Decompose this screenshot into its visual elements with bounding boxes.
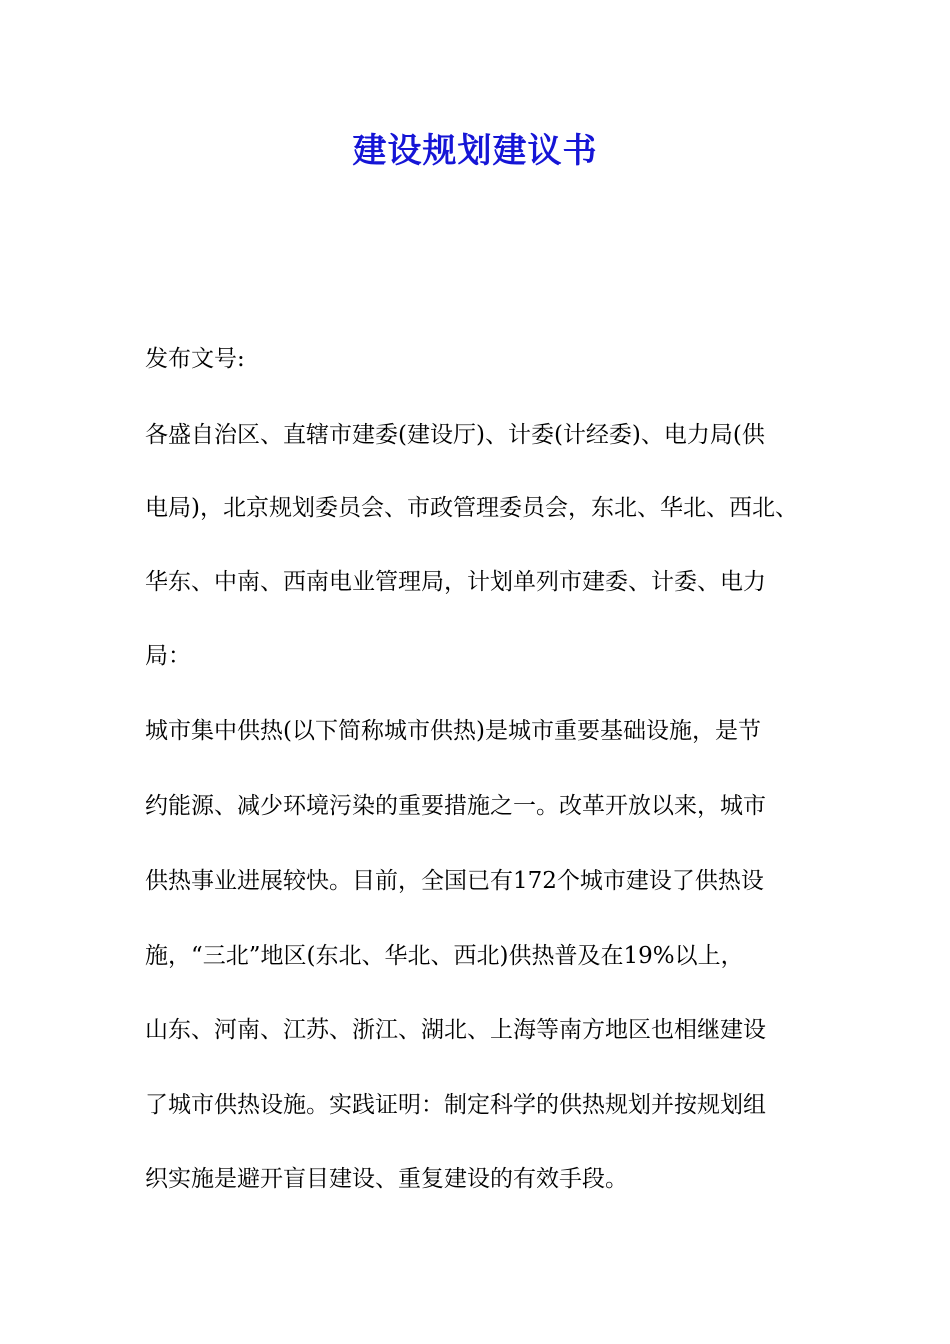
paragraph-line: 电局)，北京规划委员会、市政管理委员会，东北、华北、西北、 [145,495,798,521]
paragraph-line: 织实施是避开盲目建设、重复建设的有效手段。 [145,1166,628,1192]
paragraph-line: 各盛自治区、直辖市建委(建设厅)、计委(计经委)、电力局(供 [145,422,765,448]
paragraph-line: 了城市供热设施。实践证明：制定科学的供热规划并按规划组 [145,1092,766,1118]
paragraph-line: 施，“三北”地区(东北、华北、西北)供热普及在19%以上， [145,943,744,969]
paragraph-line: 约能源、减少环境污染的重要措施之一。改革开放以来，城市 [145,793,766,819]
paragraph-line: 城市集中供热(以下简称城市供热)是城市重要基础设施，是节 [145,718,761,744]
issue-number-label: 发布文号: [145,346,245,372]
paragraph-line: 华东、中南、西南电业管理局，计划单列市建委、计委、电力 [145,569,766,595]
paragraph-line: 供热事业进展较快。目前，全国已有172个城市建设了供热设 [145,868,764,894]
paragraph-line: 山东、河南、江苏、浙江、湖北、上海等南方地区也相继建设 [145,1017,766,1043]
paragraph-line: 局： [145,643,191,669]
document-title: 建设规划建议书 [352,131,598,171]
